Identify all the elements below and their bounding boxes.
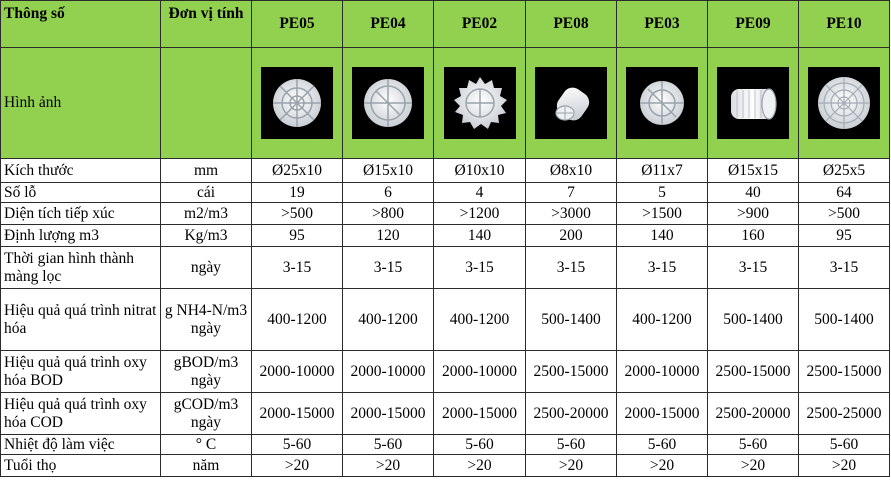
cell-value: 3-15 [799, 247, 890, 289]
cell-value: 5-60 [617, 435, 708, 455]
cell-value: >900 [708, 203, 799, 225]
pe03-media-icon [626, 67, 698, 139]
cell-value: >3000 [526, 203, 617, 225]
cell-value: 2000-10000 [617, 351, 708, 393]
pe04-media-icon [352, 67, 424, 139]
cell-value: 400-1200 [252, 289, 343, 351]
table-row [1, 183, 890, 203]
cell-value: 5-60 [526, 435, 617, 455]
image-row-unit [161, 48, 252, 159]
cell-value: >20 [708, 455, 799, 477]
table-row [1, 247, 890, 289]
cell-value: 3-15 [434, 247, 526, 289]
header-product: PE03 [617, 1, 708, 48]
table-row [1, 159, 890, 183]
cell-value: 2000-10000 [343, 351, 434, 393]
header-product: PE10 [799, 1, 890, 48]
row-label: Thời gian hình thành màng lọc [1, 247, 161, 289]
cell-value: Ø11x7 [617, 159, 708, 183]
cell-value: 2500-15000 [708, 351, 799, 393]
table-row [1, 393, 890, 435]
cell-value: 5-60 [799, 435, 890, 455]
row-label: Số lỗ [1, 183, 161, 203]
cell-value: 5-60 [708, 435, 799, 455]
table-row [1, 455, 890, 477]
cell-value: 19 [252, 183, 343, 203]
header-unit: Đơn vị tính [161, 1, 252, 48]
cell-value: 5 [617, 183, 708, 203]
pe08-media-icon [535, 67, 607, 139]
cell-value: 2000-15000 [617, 393, 708, 435]
cell-value: 5-60 [252, 435, 343, 455]
image-row [1, 48, 890, 159]
row-label: Diện tích tiếp xúc [1, 203, 161, 225]
row-unit: mm [161, 159, 252, 183]
cell-value: 2500-15000 [526, 351, 617, 393]
cell-value: 400-1200 [434, 289, 526, 351]
cell-value: 160 [708, 225, 799, 247]
cell-value: 2500-20000 [526, 393, 617, 435]
row-unit: gBOD/m3 ngày [161, 351, 252, 393]
cell-value: 140 [434, 225, 526, 247]
row-label: Tuổi thọ [1, 455, 161, 477]
cell-value: 6 [343, 183, 434, 203]
cell-value: 64 [799, 183, 890, 203]
cell-value: 3-15 [343, 247, 434, 289]
row-label: Kích thước [1, 159, 161, 183]
row-unit: năm [161, 455, 252, 477]
cell-value: 500-1400 [526, 289, 617, 351]
cell-value: 500-1400 [708, 289, 799, 351]
cell-value: 2000-10000 [434, 351, 526, 393]
cell-value: 120 [343, 225, 434, 247]
header-row [1, 1, 890, 48]
cell-value: >20 [799, 455, 890, 477]
cell-value: >20 [526, 455, 617, 477]
header-product: PE02 [434, 1, 526, 48]
row-unit: ° C [161, 435, 252, 455]
row-unit: cái [161, 183, 252, 203]
cell-value: 200 [526, 225, 617, 247]
header-product: PE08 [526, 1, 617, 48]
cell-value: 2000-10000 [252, 351, 343, 393]
row-unit: g NH4-N/m3 ngày [161, 289, 252, 351]
header-product: PE09 [708, 1, 799, 48]
table-row [1, 351, 890, 393]
table-row [1, 289, 890, 351]
cell-value: >800 [343, 203, 434, 225]
cell-value: 3-15 [708, 247, 799, 289]
cell-value: 400-1200 [617, 289, 708, 351]
cell-value: 3-15 [526, 247, 617, 289]
cell-value: 7 [526, 183, 617, 203]
cell-value: 2000-15000 [343, 393, 434, 435]
row-label: Hiệu quả quá trình nitrat hóa [1, 289, 161, 351]
cell-value: 2500-15000 [799, 351, 890, 393]
cell-value: 140 [617, 225, 708, 247]
pe02-media-icon [444, 67, 516, 139]
header-param: Thông số [1, 1, 161, 48]
header-product: PE05 [252, 1, 343, 48]
cell-value: 40 [708, 183, 799, 203]
cell-value: >1500 [617, 203, 708, 225]
cell-value: 4 [434, 183, 526, 203]
cell-value: 95 [799, 225, 890, 247]
cell-value: Ø8x10 [526, 159, 617, 183]
row-unit: gCOD/m3 ngày [161, 393, 252, 435]
row-label: Hiệu quả quá trình oxy hóa BOD [1, 351, 161, 393]
pe09-media-icon [717, 67, 789, 139]
cell-value: Ø15x15 [708, 159, 799, 183]
cell-value: 2000-15000 [434, 393, 526, 435]
cell-value: >20 [343, 455, 434, 477]
table-row [1, 435, 890, 455]
row-label: Hiệu quả quá trình oxy hóa COD [1, 393, 161, 435]
cell-value: 400-1200 [343, 289, 434, 351]
row-label: Nhiệt độ làm việc [1, 435, 161, 455]
cell-value: 5-60 [343, 435, 434, 455]
row-unit: ngày [161, 247, 252, 289]
table-row [1, 203, 890, 225]
pe10-media-icon [808, 67, 880, 139]
cell-value: Ø10x10 [434, 159, 526, 183]
cell-value: 5-60 [434, 435, 526, 455]
row-unit: Kg/m3 [161, 225, 252, 247]
row-label: Định lượng m3 [1, 225, 161, 247]
cell-value: 95 [252, 225, 343, 247]
cell-value: Ø25x10 [252, 159, 343, 183]
cell-value: >20 [252, 455, 343, 477]
cell-value: >500 [252, 203, 343, 225]
cell-value: >20 [434, 455, 526, 477]
image-row-label: Hình ảnh [1, 48, 161, 159]
cell-value: Ø25x5 [799, 159, 890, 183]
cell-value: 500-1400 [799, 289, 890, 351]
row-unit: m2/m3 [161, 203, 252, 225]
cell-value: Ø15x10 [343, 159, 434, 183]
header-product: PE04 [343, 1, 434, 48]
cell-value: >500 [799, 203, 890, 225]
pe05-media-icon [261, 67, 333, 139]
cell-value: >1200 [434, 203, 526, 225]
cell-value: 3-15 [252, 247, 343, 289]
cell-value: 2000-15000 [252, 393, 343, 435]
cell-value: 3-15 [617, 247, 708, 289]
table-row [1, 225, 890, 247]
cell-value: >20 [617, 455, 708, 477]
cell-value: 2500-25000 [799, 393, 890, 435]
cell-value: 2500-20000 [708, 393, 799, 435]
